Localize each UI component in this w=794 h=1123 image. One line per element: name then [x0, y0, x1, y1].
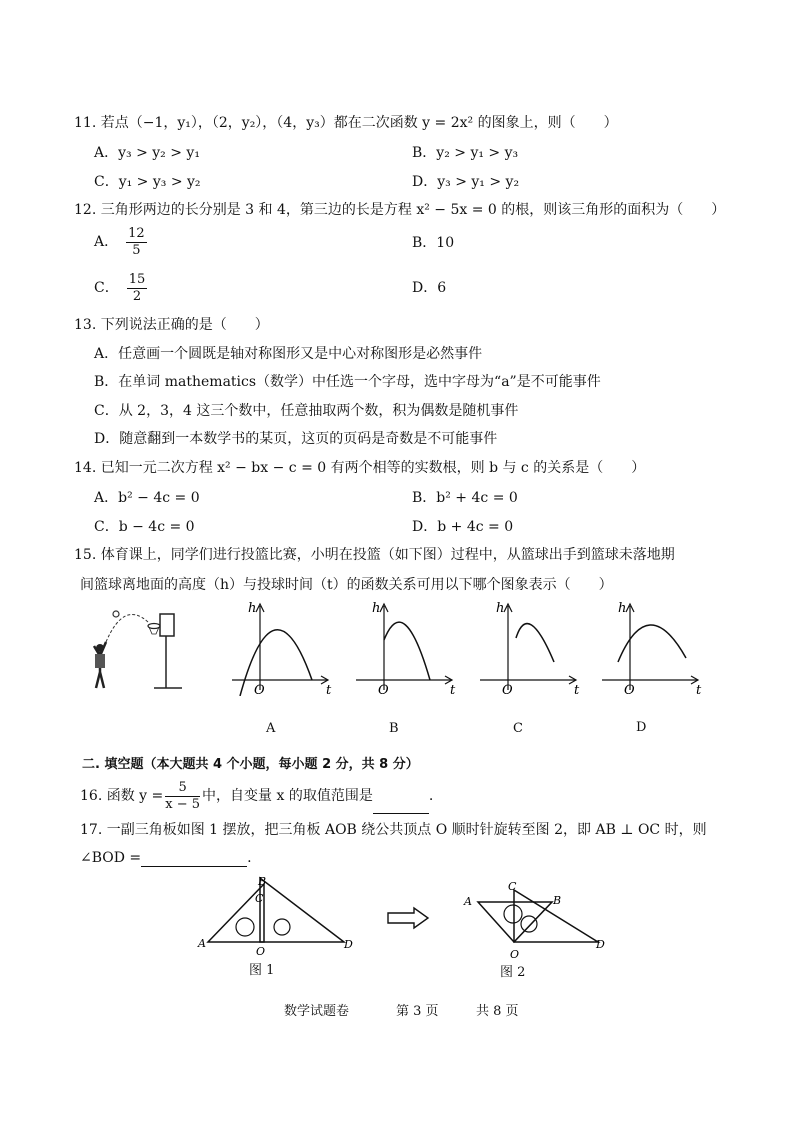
fraction-numerator: 12	[128, 225, 145, 241]
q12-stem: 12. 三角形两边的长分别是 3 和 4，第三边的长是方程 x² − 5x = 0 的根，则该三角形的面积为（ ）	[74, 202, 726, 218]
q13-stem: 13. 下列说法正确的是（ ）	[74, 317, 269, 333]
q14-option-d: D．b + 4c = 0	[412, 519, 514, 535]
q13-option-d: D．随意翻到一本数学书的某页，这页的页码是奇数是不可能事件	[94, 431, 498, 447]
fraction-numerator: 5	[165, 781, 200, 797]
origin-label: O	[502, 683, 513, 696]
q11-option-b: B．y₂ > y₁ > y₃	[412, 145, 519, 161]
point-c-label: C	[255, 892, 264, 905]
axis-t-label: t	[450, 683, 456, 696]
fraction-denominator: 5	[132, 242, 141, 258]
q11-option-c: C．y₁ > y₃ > y₂	[94, 174, 201, 190]
q13-option-b: B．在单词 mathematics（数学）中任选一个字母，选中字母为“a”是不可能事件	[94, 374, 601, 390]
q17-angle-label: ∠BOD =	[80, 850, 142, 866]
point-d-label: D	[344, 938, 353, 951]
point-a-label: A	[464, 895, 472, 908]
graph-c	[476, 600, 582, 696]
point-c-label: C	[508, 880, 517, 893]
section-2-title: 二. 填空题（本大题共 4 个小题，每小题 2 分，共 8 分）	[82, 757, 419, 772]
point-a-label: A	[198, 937, 206, 950]
graph-a-label: A	[266, 721, 276, 736]
q17-line2	[80, 849, 252, 867]
q11-option-d: D．y₃ > y₁ > y₂	[412, 174, 520, 190]
q15-stem-line1: 15. 体育课上，同学们进行投篮比赛，小明在投篮（如下图）过程中，从篮球出手到篮球未落地期	[74, 547, 675, 563]
q14-option-c: C．b − 4c = 0	[94, 519, 195, 535]
q16-suffix: 中，自变量 x 的取值范围是	[202, 788, 373, 804]
origin-label: O	[254, 683, 265, 696]
graph-b-label: B	[389, 721, 399, 736]
footer-title: 数学试题卷	[284, 1004, 350, 1019]
q17-line1: 17. 一副三角板如图 1 摆放，把三角板 AOB 绕公共顶点 O 顺时针旋转至图 2，即 AB ⊥ OC 时，则	[80, 822, 707, 838]
footer-total: 共 8 页	[476, 1004, 519, 1019]
q13-option-a: A．任意画一个圆既是轴对称图形又是中心对称图形是必然事件	[94, 346, 483, 362]
axis-t-label: t	[326, 683, 332, 696]
graph-b	[352, 600, 458, 696]
origin-label: O	[624, 683, 635, 696]
fraction-numerator: 15	[128, 271, 146, 287]
point-d-label: D	[596, 938, 605, 951]
point-o-label: O	[256, 945, 266, 958]
q12-option-d: D．6	[412, 280, 447, 296]
q16-answer-blank[interactable]	[373, 795, 429, 814]
axis-h-label: h	[372, 601, 381, 616]
q12-option-a-fraction	[126, 227, 147, 258]
q17-end: .	[247, 850, 252, 866]
right-arrow-icon	[386, 906, 430, 930]
q14-option-b: B．b² + 4c = 0	[412, 490, 518, 506]
q16-line	[80, 778, 433, 814]
q12-option-c	[94, 270, 147, 306]
fraction-denominator: 2	[132, 288, 142, 304]
q12-option-b: B．10	[412, 235, 455, 251]
q16-end: .	[428, 788, 434, 804]
origin-label: O	[378, 683, 389, 696]
graph-c-label: C	[513, 721, 523, 736]
figure-2	[456, 872, 616, 964]
q16-prefix: 16. 函数 y =	[80, 788, 164, 804]
axis-h-label: h	[618, 601, 627, 616]
axis-t-label: t	[696, 683, 702, 696]
graph-d	[598, 600, 704, 696]
axis-t-label: t	[574, 683, 580, 696]
point-o-label: O	[510, 948, 520, 961]
figure-1-caption: 图 1	[249, 963, 275, 978]
q15-stem-line2: 间篮球离地面的高度（h）与投球时间（t）的函数关系可用以下哪个图象表示（ ）	[80, 577, 613, 593]
q16-fraction	[165, 781, 200, 812]
q11-stem: 11. 若点（−1，y₁），（2，y₂），（4，y₃）都在二次函数 y = 2x² 的图象上，则（ ）	[74, 115, 618, 131]
figure-1	[196, 872, 364, 962]
q13-option-c: C．从 2，3，4 这三个数中，任意抽取两个数，积为偶数是随机事件	[94, 403, 519, 419]
q12-option-c-fraction	[127, 273, 148, 304]
footer-page: 第 3 页	[396, 1004, 439, 1019]
point-b-label: B	[258, 875, 267, 888]
point-b-label: B	[553, 894, 562, 907]
graph-d-label: D	[636, 720, 647, 735]
axis-h-label: h	[496, 601, 505, 616]
fraction-denominator: x − 5	[165, 796, 201, 812]
graph-a	[228, 600, 334, 696]
figure-2-caption: 图 2	[500, 965, 526, 980]
q12-option-a	[94, 224, 147, 260]
basketball-player-illustration	[86, 600, 196, 700]
q14-stem: 14. 已知一元二次方程 x² − bx − c = 0 有两个相等的实数根，则 b 与 c 的关系是（ ）	[74, 460, 646, 476]
q17-answer-blank[interactable]	[141, 850, 247, 867]
axis-h-label: h	[248, 601, 257, 616]
q11-option-a: A．y₃ > y₂ > y₁	[94, 145, 200, 161]
q14-option-a: A．b² − 4c = 0	[94, 490, 200, 506]
q12-option-c-label: C．	[94, 280, 119, 296]
q12-option-a-label: A．	[94, 234, 119, 250]
